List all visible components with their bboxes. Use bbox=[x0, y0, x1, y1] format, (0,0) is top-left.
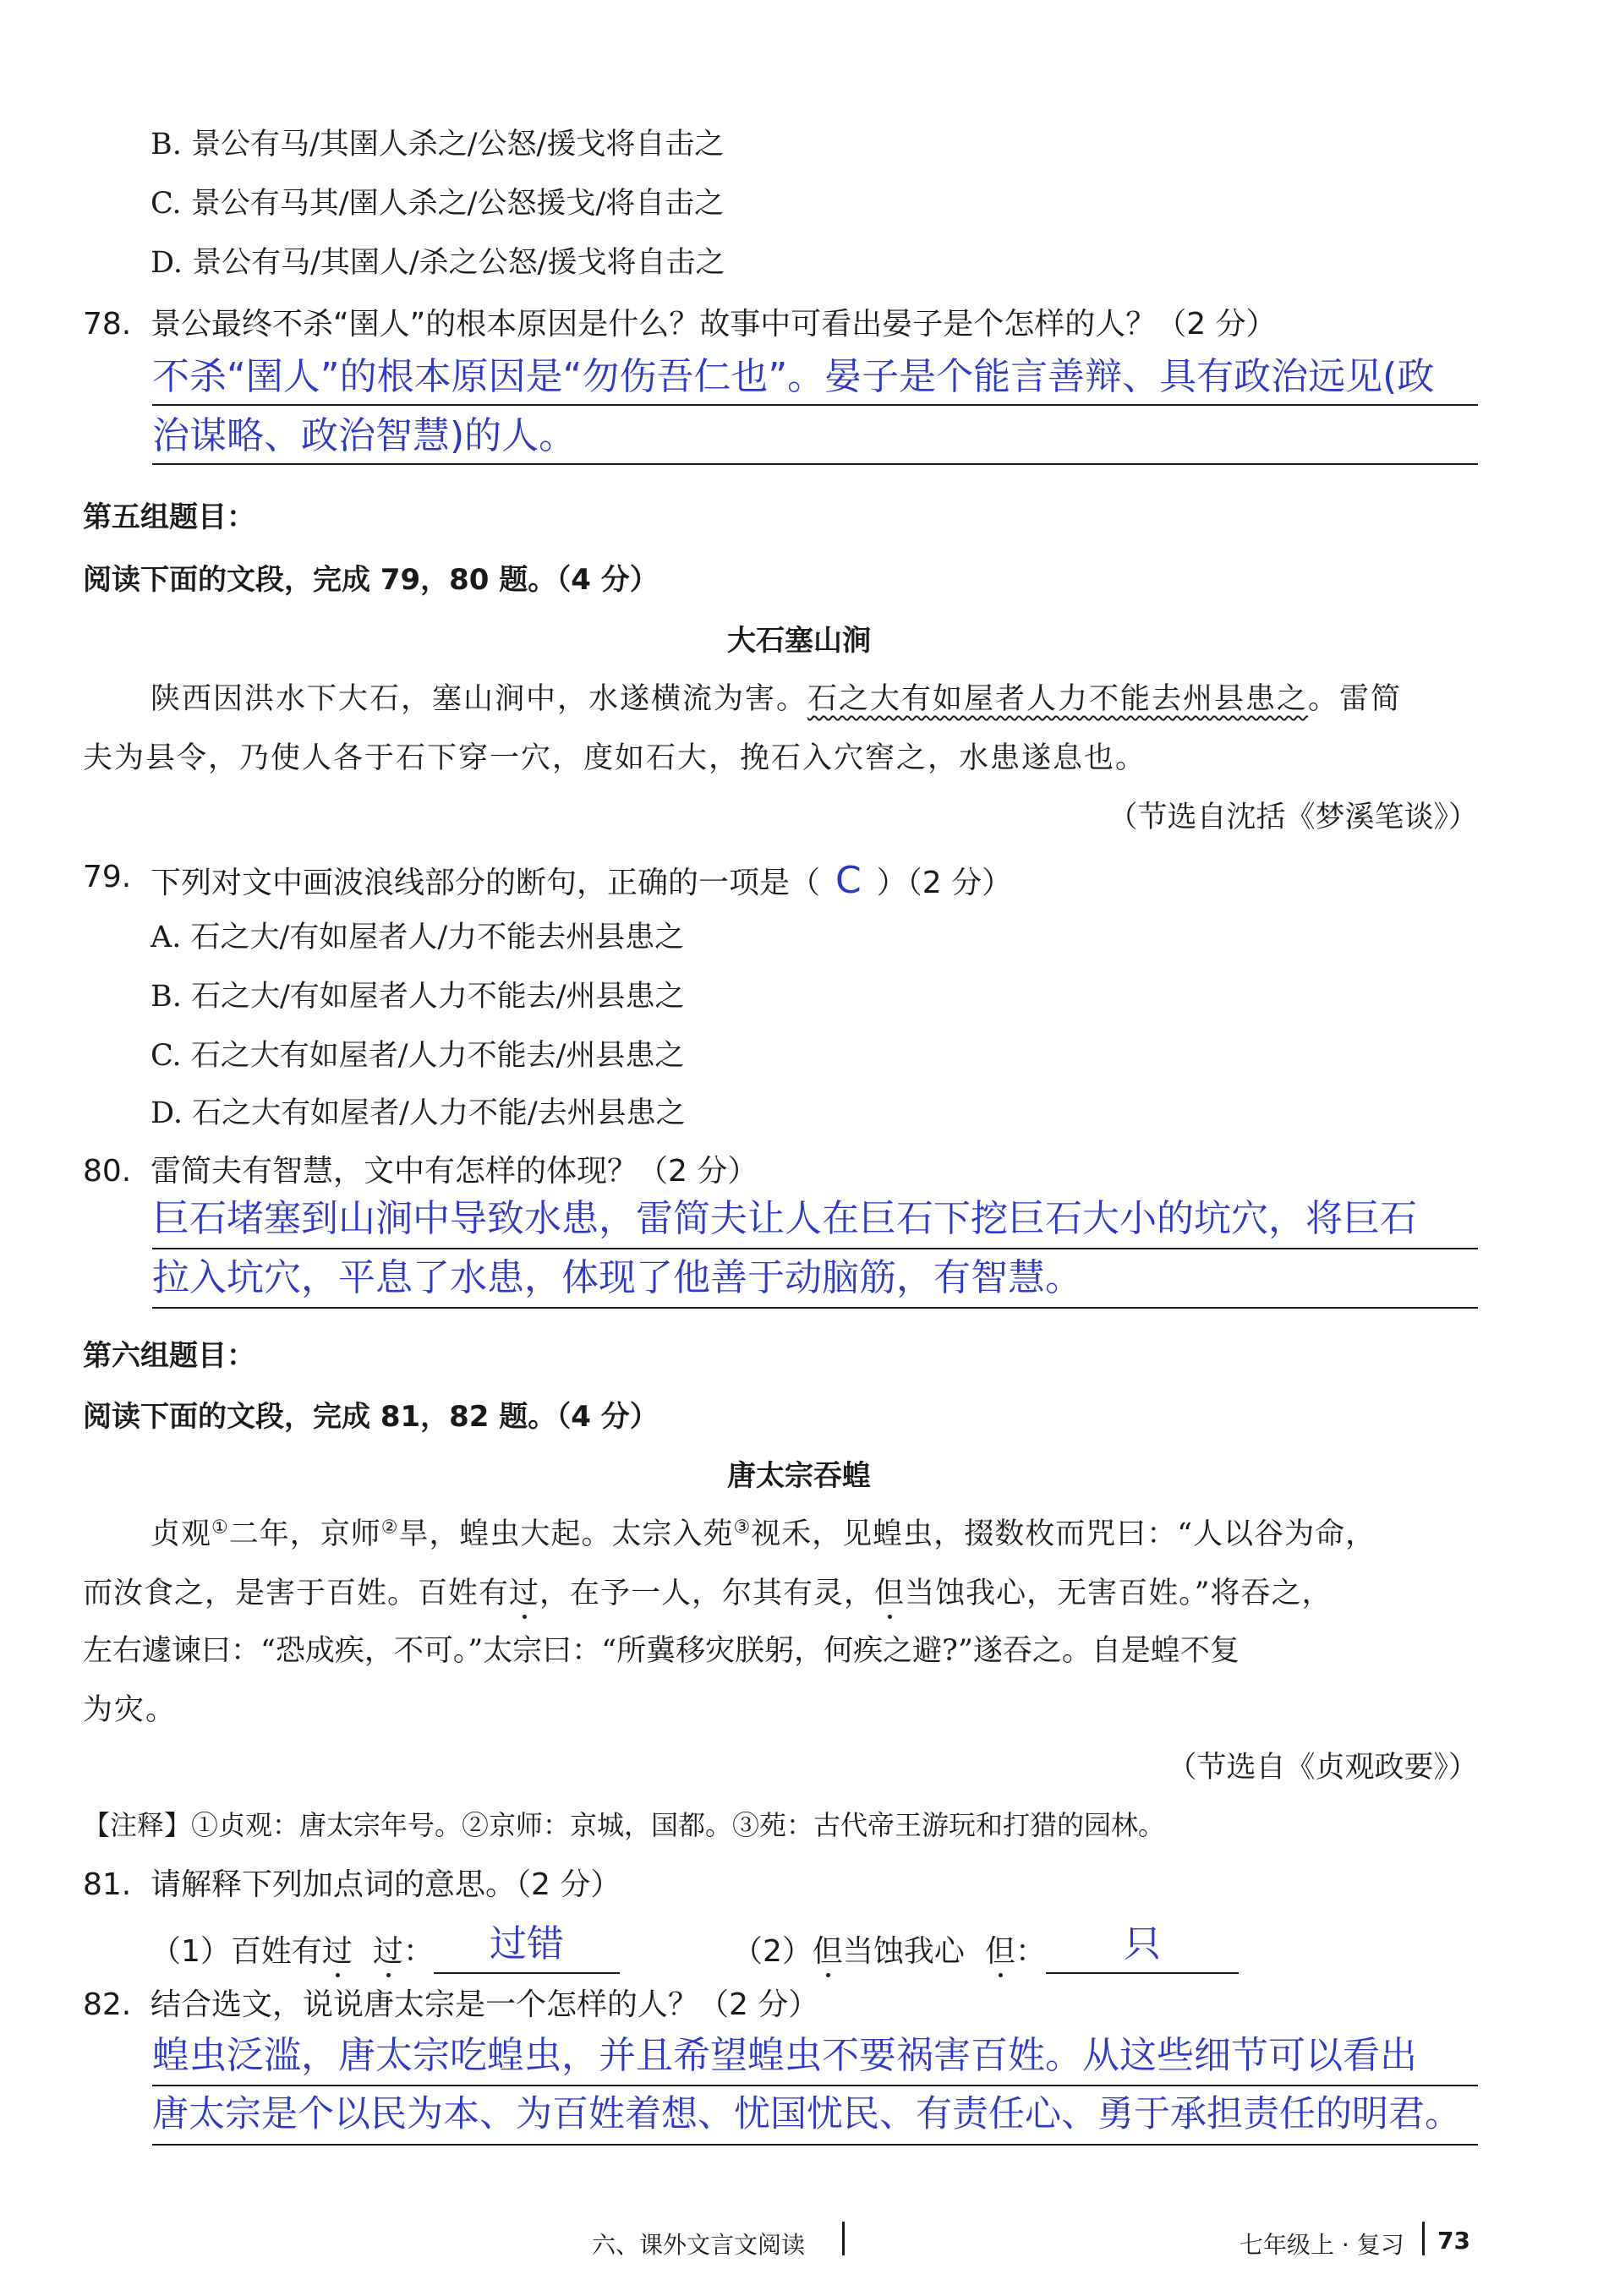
q80-answer-line-2: 拉入坑穴，平息了水患，体现了他善于动脑筋，有智慧。 bbox=[152, 1256, 1082, 1299]
q79-option-a: A. 石之大/有如屋者人/力不能去州县患之 bbox=[150, 921, 685, 954]
group6-title: 唐太宗吞蝗 bbox=[727, 1459, 871, 1493]
q81-number: 81. bbox=[83, 1867, 132, 1902]
q81-item-2-text: 当蚀我心 bbox=[842, 1934, 965, 1969]
passage-text: 旱，蝗虫大起。太宗入苑 bbox=[398, 1517, 734, 1551]
group6-heading: 第六组题目： bbox=[83, 1339, 255, 1373]
answer-rule bbox=[152, 2085, 1478, 2086]
q79-number: 79. bbox=[83, 860, 132, 894]
passage-text: 陕西因洪水下大石，塞山涧中，水遂横流为害。 bbox=[150, 682, 808, 716]
q82-number: 82. bbox=[83, 1987, 132, 2022]
dotted-character: 但 bbox=[812, 1934, 843, 1969]
group5-passage-line-2: 夫为县令，乃使人各于石下穿一穴，度如石大，挽石入穴窖之，水患遂息也。 bbox=[83, 741, 1147, 775]
wavy-underlined-text: 石之大有如屋者人力不能去州县患之 bbox=[807, 682, 1309, 716]
group6-passage-line-4: 为灾。 bbox=[83, 1693, 178, 1727]
q78-question: 景公最终不杀“圉人”的根本原因是什么？故事中可看出晏子是个怎样的人？（2 分） bbox=[150, 307, 1277, 342]
q81-item-2-word: 但 bbox=[984, 1934, 1015, 1969]
dotted-character: 过 bbox=[321, 1934, 353, 1969]
note-marker: ① bbox=[211, 1517, 229, 1539]
group6-source: （节选自《贞观政要》） bbox=[1167, 1751, 1478, 1785]
q82-answer-line-1: 蝗虫泛滥，唐太宗吃蝗虫，并且希望蝗虫不要祸害百姓。从这些细节可以看出 bbox=[152, 2034, 1417, 2077]
group5-source: （节选自沈括《梦溪笔谈》） bbox=[1108, 801, 1478, 834]
answer-rule bbox=[152, 463, 1478, 465]
footer-section-title: 六、课外文言文阅读 bbox=[592, 2231, 806, 2259]
answer-rule bbox=[152, 404, 1478, 406]
q79-option-b: B. 石之大/有如屋者人力不能去/州县患之 bbox=[150, 980, 685, 1014]
passage-text: 当蚀我心，无害百姓。”将吞之， bbox=[905, 1577, 1333, 1610]
colon: ： bbox=[1015, 1934, 1046, 1969]
q81-item-2-text: （2） bbox=[732, 1934, 813, 1969]
q81-item-1-blank bbox=[434, 1922, 620, 1974]
q81-item-1-answer: 过错 bbox=[489, 1922, 564, 1965]
q78-answer-line-1: 不杀“圉人”的根本原因是“勿伤吾仁也”。晏子是个能言善辩、具有政治远见(政 bbox=[152, 355, 1435, 398]
answer-rule bbox=[152, 2144, 1478, 2146]
passage-text: 二年，京师 bbox=[228, 1517, 381, 1551]
page-number: 73 bbox=[1437, 2227, 1470, 2255]
q81-item-2-answer: 只 bbox=[1123, 1922, 1161, 1965]
footer-divider bbox=[842, 2222, 845, 2255]
footer-divider bbox=[1422, 2222, 1425, 2255]
q79-option-c: C. 石之大有如屋者/人力不能去/州县患之 bbox=[150, 1039, 685, 1073]
q80-answer-line-1: 巨石堵塞到山涧中导致水患，雷简夫让人在巨石下挖巨石大小的坑穴，将巨石 bbox=[152, 1197, 1417, 1240]
dotted-character: 过 bbox=[509, 1577, 540, 1610]
group6-passage-line-1 bbox=[150, 1517, 1376, 1552]
dotted-character: 但 bbox=[874, 1577, 906, 1610]
note-marker: ② bbox=[380, 1517, 399, 1539]
q81-item-1-text: （1）百姓有 bbox=[150, 1934, 322, 1969]
q80-number: 80. bbox=[83, 1154, 132, 1189]
q79-question-text: 下列对文中画波浪线部分的断句，正确的一项是（ bbox=[150, 866, 821, 900]
q81-question: 请解释下列加点词的意思。（2 分） bbox=[150, 1867, 621, 1902]
group5-title: 大石塞山涧 bbox=[727, 624, 871, 658]
group5-heading: 第五组题目： bbox=[83, 500, 255, 534]
q77-option-b: B. 景公有马/其圉人杀之/公怒/援戈将自击之 bbox=[150, 128, 725, 161]
q79-question bbox=[150, 859, 1012, 904]
passage-text: 而汝食之，是害于百姓。百姓有 bbox=[83, 1577, 510, 1610]
passage-text: 视禾，见蝗虫，掇数枚而咒曰：“人以谷为命， bbox=[751, 1517, 1376, 1551]
answer-rule bbox=[152, 1248, 1478, 1249]
group6-passage-line-2 bbox=[83, 1576, 1332, 1611]
q82-question: 结合选文，说说唐太宗是一个怎样的人？（2 分） bbox=[150, 1987, 819, 2022]
colon: ： bbox=[402, 1934, 434, 1969]
group5-instruction: 阅读下面的文段，完成 79，80 题。（4 分） bbox=[83, 563, 659, 597]
q81-item-1 bbox=[150, 1922, 620, 1974]
q78-answer-line-2: 治谋略、政治智慧)的人。 bbox=[152, 414, 577, 457]
q79-question-score: ）（2 分） bbox=[876, 866, 1013, 900]
passage-text: 贞观 bbox=[150, 1517, 212, 1551]
footer-grade: 七年级上 · 复习 bbox=[1240, 2231, 1404, 2259]
q81-item-2-blank bbox=[1046, 1922, 1239, 1974]
answer-rule bbox=[152, 1307, 1478, 1309]
group6-instruction: 阅读下面的文段，完成 81，82 题。（4 分） bbox=[83, 1400, 659, 1434]
group5-passage-line-1 bbox=[150, 681, 1402, 717]
q79-answer: C bbox=[835, 859, 862, 902]
q78-number: 78. bbox=[83, 307, 132, 342]
q79-option-d: D. 石之大有如屋者/人力不能/去州县患之 bbox=[150, 1096, 686, 1130]
passage-text: ，在予一人，尔其有灵， bbox=[539, 1577, 875, 1610]
q77-option-d: D. 景公有马/其圉人/杀之公怒/援戈将自击之 bbox=[150, 246, 725, 280]
group6-annotation: 【注释】①贞观：唐太宗年号。②京师：京城，国都。③苑：古代帝王游玩和打猎的园林。 bbox=[83, 1809, 1166, 1841]
q81-item-2 bbox=[732, 1922, 1239, 1974]
q81-item-1-word: 过 bbox=[372, 1934, 403, 1969]
q80-question: 雷简夫有智慧，文中有怎样的体现？（2 分） bbox=[150, 1154, 758, 1189]
q77-option-c: C. 景公有马其/圉人杀之/公怒援戈/将自击之 bbox=[150, 187, 725, 221]
note-marker: ③ bbox=[733, 1517, 752, 1539]
q82-answer-line-2: 唐太宗是个以民为本、为百姓着想、忧国忧民、有责任心、勇于承担责任的明君。 bbox=[152, 2093, 1461, 2135]
group6-passage-line-3: 左右遽谏曰：“恐成疾，不可。”太宗曰：“所冀移灾朕躬，何疾之避?”遂吞之。自是蝗不复 bbox=[83, 1634, 1240, 1668]
passage-text: 。雷简 bbox=[1308, 682, 1403, 716]
